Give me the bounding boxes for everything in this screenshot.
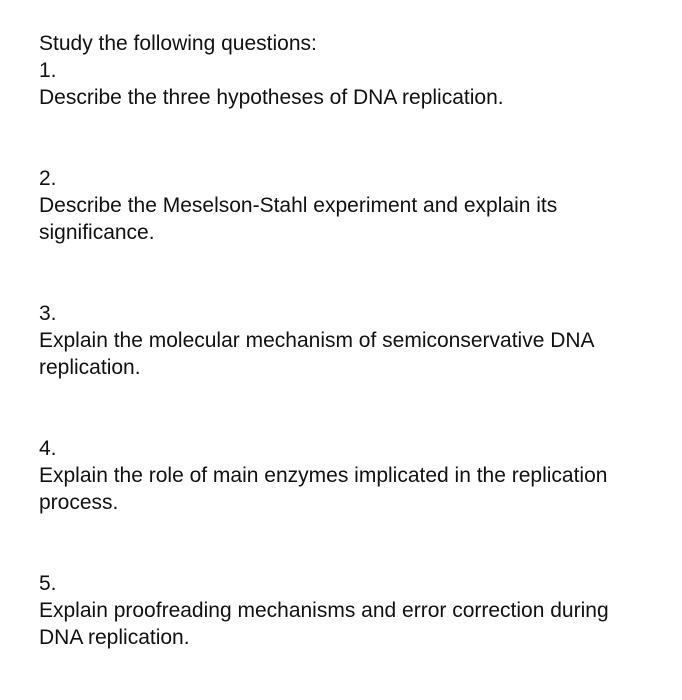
question-text: Describe the three hypotheses of DNA replication. [39, 86, 504, 109]
question-item [39, 300, 639, 381]
question-item [39, 57, 639, 111]
question-text: Describe the Meselson-Stahl experiment and explain its significance. [39, 194, 558, 244]
question-text: Explain the molecular mechanism of semiconservative DNA replication. [39, 329, 594, 379]
question-item [39, 435, 639, 516]
question-number: 5. [39, 572, 57, 595]
question-text: Explain proofreading mechanisms and error correction during DNA replication. [39, 599, 609, 649]
question-number: 4. [39, 437, 57, 460]
question-number: 2. [39, 167, 57, 190]
question-number: 3. [39, 302, 57, 325]
page-heading: Study the following questions: [39, 32, 317, 55]
question-item [39, 165, 639, 246]
document-page [39, 30, 639, 651]
question-number: 1. [39, 59, 57, 82]
question-item [39, 570, 639, 651]
question-text: Explain the role of main enzymes implicated in the replication process. [39, 464, 608, 514]
